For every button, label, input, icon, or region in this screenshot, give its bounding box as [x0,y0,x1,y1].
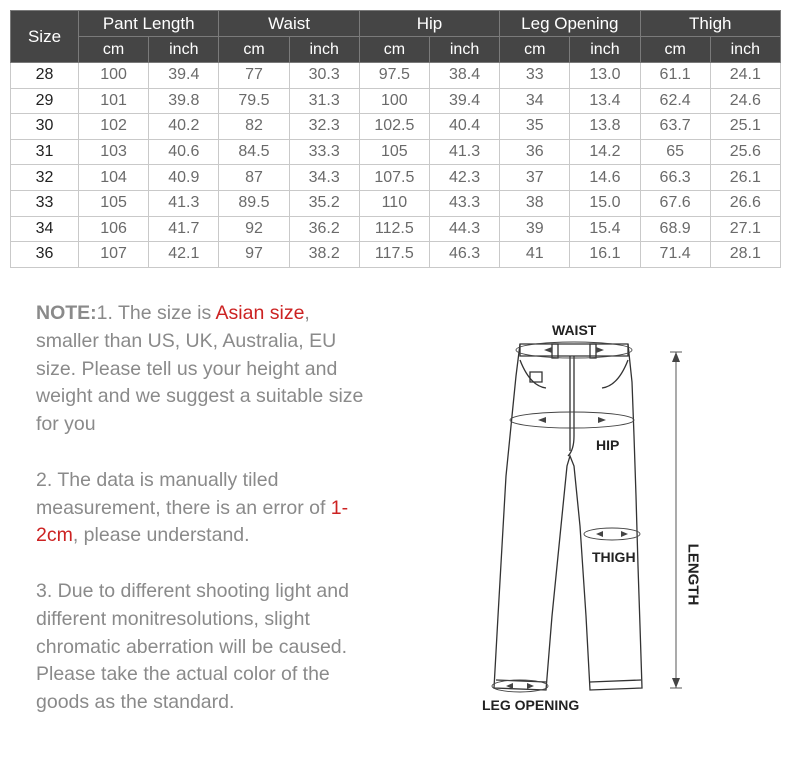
group-header-leg-opening: Leg Opening [500,11,640,37]
measurement-cell: 87 [219,165,289,191]
measurement-cell: 38.2 [289,242,359,268]
measurement-cell: 14.2 [570,139,640,165]
measurement-cell: 35 [500,114,570,140]
measurement-cell: 97 [219,242,289,268]
measurement-cell: 34.3 [289,165,359,191]
measurement-cell: 41.7 [149,216,219,242]
hip-arrow-right [598,417,606,423]
fly-stitch [568,356,574,456]
measurement-cell: 34 [500,88,570,114]
measurement-cell: 38.4 [429,63,499,89]
table-row [11,165,781,191]
pants-measurement-diagram [470,316,720,726]
measurement-cell: 61.1 [640,63,710,89]
size-cell: 28 [11,63,79,89]
measurement-cell: 66.3 [640,165,710,191]
size-column-header: Size [11,11,79,63]
pocket-right [602,360,628,388]
measurement-cell: 41.3 [429,139,499,165]
unit-header: inch [570,37,640,63]
measurement-cell: 13.0 [570,63,640,89]
asian-size-highlight: Asian size [215,302,305,324]
unit-header: inch [429,37,499,63]
measurement-cell: 25.6 [710,139,780,165]
measurement-cell: 35.2 [289,190,359,216]
size-cell: 34 [11,216,79,242]
measurement-cell: 25.1 [710,114,780,140]
error-range-highlight: 1-2cm [36,496,349,547]
measurement-cell: 46.3 [429,242,499,268]
measurement-cell: 33.3 [289,139,359,165]
measurement-cell: 117.5 [359,242,429,268]
measurement-cell: 24.6 [710,88,780,114]
group-header-waist: Waist [219,11,359,37]
measurement-cell: 13.4 [570,88,640,114]
measurement-cell: 42.1 [149,242,219,268]
measurement-cell: 36.2 [289,216,359,242]
note-label: NOTE: [36,302,97,324]
table-row [11,190,781,216]
length-arrow-up [672,352,680,362]
measurement-cell: 82 [219,114,289,140]
group-header-hip: Hip [359,11,499,37]
table-row [11,139,781,165]
size-cell: 33 [11,190,79,216]
table-row [11,242,781,268]
hem-right [590,680,641,682]
size-cell: 32 [11,165,79,191]
leg-opening-measure-loop [492,680,548,692]
measurement-cell: 102.5 [359,114,429,140]
measurement-cell: 32.3 [289,114,359,140]
measurement-cell: 92 [219,216,289,242]
measurement-cell: 104 [79,165,149,191]
measurement-cell: 77 [219,63,289,89]
size-cell: 30 [11,114,79,140]
pants-outline [494,344,642,690]
unit-header: inch [289,37,359,63]
measurement-cell: 42.3 [429,165,499,191]
measurement-cell: 112.5 [359,216,429,242]
waistband [520,344,628,356]
measurement-cell: 33 [500,63,570,89]
measurement-cell: 27.1 [710,216,780,242]
measurement-cell: 26.6 [710,190,780,216]
unit-header: cm [219,37,289,63]
measurement-cell: 105 [359,139,429,165]
measurement-cell: 105 [79,190,149,216]
measurement-cell: 26.1 [710,165,780,191]
measurement-cell: 28.1 [710,242,780,268]
unit-header: inch [149,37,219,63]
table-row [11,216,781,242]
measurement-cell: 68.9 [640,216,710,242]
measurement-cell: 100 [79,63,149,89]
measurement-cell: 15.0 [570,190,640,216]
measurement-cell: 40.2 [149,114,219,140]
measurement-cell: 107 [79,242,149,268]
measurement-cell: 100 [359,88,429,114]
measurement-cell: 43.3 [429,190,499,216]
measurement-cell: 41 [500,242,570,268]
unit-header: cm [500,37,570,63]
measurement-cell: 40.6 [149,139,219,165]
unit-header: cm [359,37,429,63]
notes-block [36,300,366,745]
thigh-arrow-right [621,531,628,537]
thigh-label: THIGH [592,549,636,565]
table-group-header-row [11,11,781,37]
length-label: LENGTH [684,543,702,606]
measurement-cell: 106 [79,216,149,242]
measurement-cell: 97.5 [359,63,429,89]
thigh-measure-loop [584,528,640,540]
measurement-cell: 24.1 [710,63,780,89]
table-body [11,63,781,268]
hip-label: HIP [596,437,620,453]
measurement-cell: 36 [500,139,570,165]
note-2-text-rest: , please understand. [72,524,250,547]
size-cell: 31 [11,139,79,165]
measurement-cell: 13.8 [570,114,640,140]
note-1-text: 1. The size is [96,302,216,324]
size-cell: 36 [11,242,79,268]
measurement-cell: 39.8 [149,88,219,114]
waist-label: WAIST [552,322,597,338]
note-3: 3. Due to different shooting light and different monitresolutions, slight chromatic aberration will be caused. Please take the actual color of the goods as the standard. [36,579,349,714]
note-1 [36,300,366,439]
group-header-pant-length: Pant Length [79,11,219,37]
unit-header: cm [640,37,710,63]
note-1-text-rest: , smaller than US, UK, Australia, EU size. Please tell us your height and weight and we suggest a suitable size for you [36,302,364,436]
note-2-text: 2. The data is manually tiled measurement, there is an error of [36,468,331,519]
thigh-arrow-left [596,531,603,537]
measurement-cell: 16.1 [570,242,640,268]
measurement-cell: 14.6 [570,165,640,191]
group-header-thigh: Thigh [640,11,780,37]
measurement-cell: 67.6 [640,190,710,216]
measurement-cell: 79.5 [219,88,289,114]
measurement-cell: 41.3 [149,190,219,216]
measurement-cell: 71.4 [640,242,710,268]
measurement-cell: 101 [79,88,149,114]
table-row [11,114,781,140]
measurement-cell: 103 [79,139,149,165]
measurement-cell: 39.4 [149,63,219,89]
table-unit-header-row [11,37,781,63]
waist-arrow-left [544,347,552,353]
pants-illustration [470,316,720,726]
measurement-cell: 62.4 [640,88,710,114]
measurement-cell: 31.3 [289,88,359,114]
measurement-cell: 44.3 [429,216,499,242]
size-chart-table [10,10,781,268]
measurement-cell: 15.4 [570,216,640,242]
measurement-cell: 39 [500,216,570,242]
table-row [11,88,781,114]
size-cell: 29 [11,88,79,114]
measurement-cell: 84.5 [219,139,289,165]
unit-header: cm [79,37,149,63]
measurement-cell: 37 [500,165,570,191]
measurement-cell: 30.3 [289,63,359,89]
note-2 [36,467,366,550]
measurement-cell: 65 [640,139,710,165]
length-arrow-down [672,678,680,688]
measurement-cell: 40.9 [149,165,219,191]
measurement-cell: 89.5 [219,190,289,216]
measurement-cell: 110 [359,190,429,216]
unit-header: inch [710,37,780,63]
leg-opening-label: LEG OPENING [482,697,580,713]
hip-measure-loop [510,412,634,428]
measurement-cell: 40.4 [429,114,499,140]
measurement-cell: 38 [500,190,570,216]
hip-arrow-left [538,417,546,423]
table-row [11,63,781,89]
leg-opening-arrow-right [527,683,534,689]
measurement-cell: 39.4 [429,88,499,114]
waist-arrow-right [596,347,604,353]
measurement-cell: 102 [79,114,149,140]
measurement-cell: 107.5 [359,165,429,191]
measurement-cell: 63.7 [640,114,710,140]
